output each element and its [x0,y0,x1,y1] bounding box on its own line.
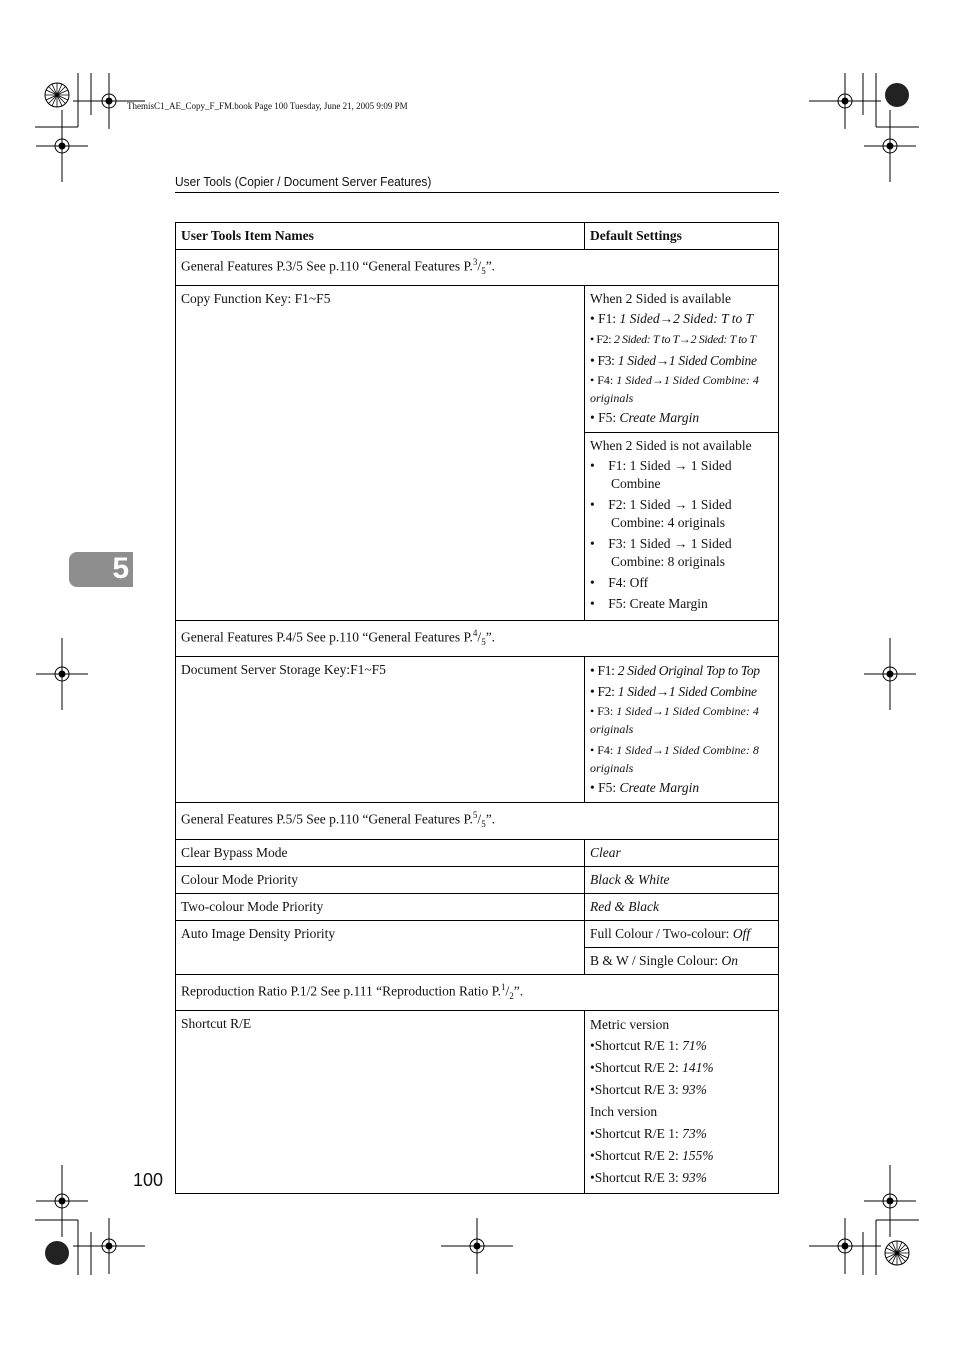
avail-title: When 2 Sided is available [590,291,731,307]
item-default: Red & Black [585,893,779,920]
list-item: •Shortcut R/E 2: 141% [590,1059,714,1075]
list-item: •Shortcut R/E 2: 155% [590,1147,714,1163]
list-item: • F5: Create Margin [590,780,700,796]
list-item: •Shortcut R/E 1: 73% [590,1125,707,1141]
list-item: • F4: Off [590,575,649,591]
table-row [176,657,779,803]
chapter-number: 5 [112,552,129,585]
page-number: 100 [133,1170,164,1190]
list-item: • F4: 1 Sided→1 Sided Combine: 4 originals [590,373,759,406]
col2-header: Default Settings [585,223,779,250]
inch-title: Inch version [590,1103,658,1119]
item-name: Auto Image Density Priority [176,920,585,974]
list-item: • F2: 2 Sided: T to T→2 Sided: T to T [590,332,756,347]
chapter-tab [69,552,133,587]
section-general-p4: General Features P.4/5 See p.110 “General Features $P.^4/_5$”. [176,621,779,657]
copy-key-available [585,286,779,433]
list-item: • F4: 1 Sided→1 Sided Combine: 8 originals [590,743,759,776]
list-item: • F1: 1 Sided→2 Sided: T to T [590,311,754,327]
header-rule [175,192,779,193]
table-row [176,286,779,433]
metric-title: Metric version [590,1016,670,1032]
item-name: Colour Mode Priority [176,866,585,893]
list-item: • F5: Create Margin [590,410,700,426]
list-item: • F1: 2 Sided Original Top to Top [590,663,760,679]
item-name: Clear Bypass Mode [176,839,585,866]
list-item: • F3: 1 Sided → 1 Sided Combine: 8 originals [590,536,732,570]
list-item: • F1: 1 Sided → 1 Sided Combine [590,458,732,492]
table-row [176,920,779,947]
section-row [176,974,779,1010]
section-row [176,250,779,286]
table-row [176,893,779,920]
running-header: User Tools (Copier / Document Server Features) [175,174,432,189]
list-item: • F3: 1 Sided→1 Sided Combine: 4 originals [590,704,759,737]
list-item: •Shortcut R/E 3: 93% [590,1081,707,1097]
copy-key-not-available [585,433,779,621]
list-item: • F3: 1 Sided→1 Sided Combine [590,353,757,369]
notavail-title: When 2 Sided is not available [590,438,752,454]
list-item: •Shortcut R/E 3: 93% [590,1169,707,1185]
crop-meta-text: ThemisC1_AE_Copy_F_FM.book Page 100 Tuesday, June 21, 2005 9:09 PM [127,101,408,111]
doc-server-key-defaults [585,657,779,803]
item-name: Document Server Storage Key:F1~F5 [176,657,585,803]
item-default: B & W / Single Colour: On [585,947,779,974]
list-item: • F2: 1 Sided→1 Sided Combine [590,684,757,700]
section-general-p5: General Features P.5/5 See p.110 “General Features $P.^5/_5$”. [176,803,779,839]
section-general-p3: General Features P.3/5 See p.110 “General Features $P.^3/_5$”. [176,250,779,286]
item-name: Copy Function Key: F1~F5 [176,286,585,621]
section-row [176,803,779,839]
item-name: Shortcut R/E [176,1010,585,1193]
list-item: •Shortcut R/E 1: 71% [590,1037,707,1053]
settings-table [175,222,779,1194]
list-item: • F5: Create Margin [590,596,708,612]
item-default: Black & White [585,866,779,893]
item-name: Two-colour Mode Priority [176,893,585,920]
item-default: Full Colour / Two-colour: Off [585,920,779,947]
col1-header: User Tools Item Names [176,223,585,250]
table-header-row [176,223,779,250]
table-row [176,866,779,893]
shortcut-defaults [585,1010,779,1193]
section-row [176,621,779,657]
section-reproduction-ratio: Reproduction Ratio P.1/2 See p.111 “Reproduction Ratio $P.^1/_2$”. [176,974,779,1010]
list-item: • F2: 1 Sided → 1 Sided Combine: 4 originals [590,497,732,531]
item-default: Clear [585,839,779,866]
table-row [176,839,779,866]
table-row [176,1010,779,1193]
